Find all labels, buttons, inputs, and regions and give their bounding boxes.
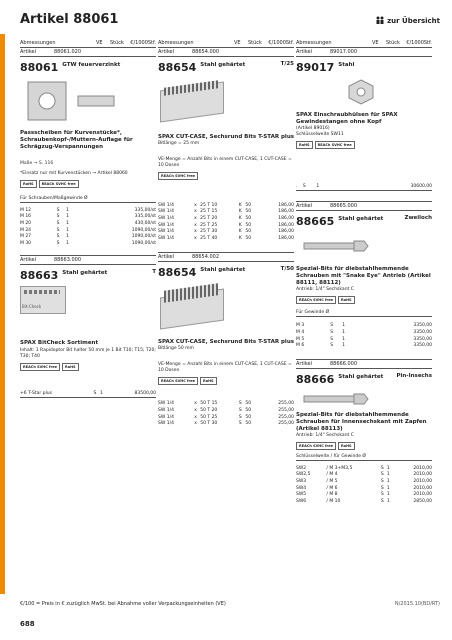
page-title: Artikel 88061 xyxy=(20,12,119,27)
price-table-1 xyxy=(296,183,432,191)
badges: REACh SVHC free xyxy=(158,172,294,180)
bit-image xyxy=(300,236,370,256)
table-row: M 20 S 1 430,00/st xyxy=(20,220,156,226)
column-3 xyxy=(296,40,432,505)
bit-image-2 xyxy=(300,390,370,408)
table-row: +6 T-Star plus S 1 83500,00 xyxy=(20,391,156,397)
article-line-3: Artikel 88666.000 xyxy=(296,359,432,369)
drive-3: Antrieb: 1/4" Sechskant C xyxy=(296,432,354,438)
table-row: SW 1/4 x 50 T 20 S 50 255,00 xyxy=(158,407,294,413)
table-row: SW2,5 / M 4 S 1 2010,00 xyxy=(296,472,432,478)
reach-badge: REACh SVHC free xyxy=(39,180,79,188)
table-row: SW 1/4 x 50 T 15 S 50 255,00 xyxy=(158,401,294,407)
table-row: M 27 S 1 1090,00/st xyxy=(20,234,156,240)
table-row: SW 1/4 x 25 T 20 K 50 186,00 xyxy=(158,215,294,221)
column-1 xyxy=(20,40,156,398)
sub-1: (Artikel 89016) xyxy=(296,126,330,131)
article-line: Artikel 88061.020 xyxy=(20,48,156,57)
badges-3: REACh SVHC free RoHS xyxy=(296,442,432,450)
price-table-3 xyxy=(296,465,432,505)
ve-note-2: VE-Menge = Anzahl Bits in einem CUT-CASE, 1 CUT-CASE = 10 Dosen xyxy=(158,361,292,373)
badges xyxy=(20,180,156,188)
table-row: M 4 S 1 3350,00 xyxy=(296,329,432,335)
rohs-badge: RoHS xyxy=(20,180,37,188)
table-row: M 30 S 1 1090,00/st xyxy=(20,240,156,246)
product-title: SPAX CUT-CASE, Sechsrund Bits T-STAR plus xyxy=(158,134,295,140)
cut-case-image xyxy=(158,74,294,134)
table-row: M 24 S 1 1090,00/st xyxy=(20,227,156,233)
table-row: SW 1/4 x 25 T 30 K 50 186,00 xyxy=(158,229,294,235)
table-row: SW 1/4 x 25 T 40 K 50 186,00 xyxy=(158,235,294,241)
table-row: SW6 / M 10 S 1 2850,00 xyxy=(296,498,432,504)
column-header: Abmessungen VE Stück €/1000Stf. xyxy=(158,40,294,46)
orange-side-bar xyxy=(0,34,5,594)
article-heading: 88654 Stahl gehärtet T/25 xyxy=(158,61,294,74)
price-table-2 xyxy=(158,401,294,427)
table-row: M 16 S 1 335,00/st xyxy=(20,214,156,220)
people-icon xyxy=(375,16,385,26)
product-title-2: SPAX CUT-CASE, Sechsrund Bits T-STAR plus xyxy=(158,338,295,345)
article-line-2: Artikel 88654.002 xyxy=(158,252,294,262)
article-heading-3: 88666 Stahl gehärtet Pin-Insechs xyxy=(296,372,432,386)
table-row: SW2 / M 3+M3,5 S 1 2010,00 xyxy=(296,465,432,471)
badges: RoHS REACh SVHC free xyxy=(296,141,432,149)
column-header: Abmessungen VE Stück €/1000Stf. xyxy=(296,40,432,46)
overview-label: zur Übersicht xyxy=(387,17,440,25)
note-2: *Einsatz nur mit Kurvenstücken → Artikel 88060 xyxy=(20,171,128,176)
pin-bit-image xyxy=(296,386,432,412)
article-heading xyxy=(20,61,156,74)
washer-side-image xyxy=(76,88,116,114)
price-table-2 xyxy=(20,391,156,399)
article-heading-2: 88663 Stahl gehärtet T xyxy=(20,268,156,282)
sub-2: Schlüsselweite SW11 xyxy=(296,132,344,137)
note-1: Maße → S. 116 xyxy=(20,161,54,166)
product-title: Passscheiben für Kurvenstücke*, Schraubenkopf-/Muttern-Auflage für Schrägzug-Verspannungen xyxy=(20,130,133,150)
article-number: 88061 xyxy=(20,61,59,74)
sleeve-image xyxy=(296,74,432,112)
bit-length: Bitlänge = 25 mm xyxy=(158,141,200,146)
table-row: M 12 S 1 335,00/st xyxy=(20,207,156,213)
overview-link[interactable] xyxy=(375,16,440,26)
price-table-2 xyxy=(296,323,432,349)
hex-sleeve-image xyxy=(346,78,376,106)
sub-label: Für Schrauben/Maßgewinde Ø xyxy=(20,196,156,203)
product-title: SPAX Einschraubhülsen für SPAX Gewindestangen ohne Kopf xyxy=(296,112,398,125)
table-row: . S 1 30600,00 xyxy=(296,183,432,189)
article-heading-2: 88654 Stahl gehärtet T/50 xyxy=(158,265,294,279)
article-line-2: Artikel 88665.000 xyxy=(296,201,432,211)
cut-case-image-2 xyxy=(158,279,294,339)
drive-2: Antrieb: 1/4" Sechskant C xyxy=(296,286,354,292)
column-header: Abmessungen VE Stück €/1000Stf. xyxy=(20,40,156,46)
article-heading: 89017 Stahl xyxy=(296,61,355,74)
badges-2: REACh SVHC free RoHS xyxy=(158,377,294,385)
contents: Inhalt: 1 Rapidoptor Bit halter 50 mm je 1 Bit T10; T15; T20; T30; T40 xyxy=(20,347,156,359)
article-heading-2: 88665 Stahl gehärtet Zweiloch xyxy=(296,214,432,228)
badges-2: REACh SVHC free RoHS xyxy=(20,363,156,371)
product-title-3: Spezial-Bits für diebstahlhemmende Schrauben für Innensechskant mit Zapfen (Artikel 88113) xyxy=(296,411,427,432)
article-line: Artikel 89017.000 xyxy=(296,48,432,57)
ve-note: VE-Menge = Anzahl Bits in einem CUT-CASE, 1 CUT-CASE = 10 Dosen xyxy=(158,157,292,168)
table-row: SW3 / M 5 S 1 2010,00 xyxy=(296,478,432,484)
table-row: SW 1/4 x 50 T 25 S 50 255,00 xyxy=(158,414,294,420)
table-row: SW4 / M 6 S 1 2010,00 xyxy=(296,485,432,491)
table-row: SW 1/4 x 25 T 10 K 50 186,00 xyxy=(158,202,294,208)
page-number: 688 xyxy=(20,620,35,628)
sub-label-2: Für Gewinde Ø xyxy=(296,310,432,317)
table-row: M 6 S 1 3350,00 xyxy=(296,343,432,349)
bitcheck-image: Bit-Check xyxy=(20,282,156,340)
product-title-2: SPAX BitCheck Sortiment xyxy=(20,339,99,346)
washer-image xyxy=(26,80,68,122)
table-row: M 3 S 1 3350,00 xyxy=(296,323,432,329)
badges-2: REACh SVHC free RoHS xyxy=(296,296,432,304)
product-image-area xyxy=(20,74,156,130)
table-row: SW 1/4 x 50 T 30 S 50 255,00 xyxy=(158,421,294,427)
table-row: M 5 S 1 3350,00 xyxy=(296,336,432,342)
snake-eye-bit-image xyxy=(296,228,432,266)
table-row: SW 1/4 x 25 T 25 K 50 186,00 xyxy=(158,222,294,228)
article-line: Artikel 88654.000 xyxy=(158,48,294,57)
column-2 xyxy=(158,40,294,427)
bit-length-2: Bitlänge 50 mm xyxy=(158,345,194,351)
article-line-2: Artikel 88663.000 xyxy=(20,255,156,265)
footer-code: N/2015.10(BD/RT) xyxy=(394,601,440,607)
product-title-2: Spezial-Bits für diebstahlhemmende Schrauben mit "Snake Eye" Antrieb (Artikel 88111, 88112) xyxy=(296,265,431,286)
price-table-1 xyxy=(20,207,156,247)
footer-note: €/100 = Preis in € zuzüglich MwSt. bei Abnahme voller Verpackungseinheiten (VE) xyxy=(20,601,226,607)
article-desc: GTW feuerverzinkt xyxy=(62,62,121,68)
table-row: SW 1/4 x 25 T 15 K 50 186,00 xyxy=(158,209,294,215)
table-row: SW5 / M 8 S 1 2010,00 xyxy=(296,492,432,498)
sub-label-3: Schlüsselweite / für Gewinde Ø xyxy=(296,454,432,461)
price-table-1 xyxy=(158,202,294,242)
